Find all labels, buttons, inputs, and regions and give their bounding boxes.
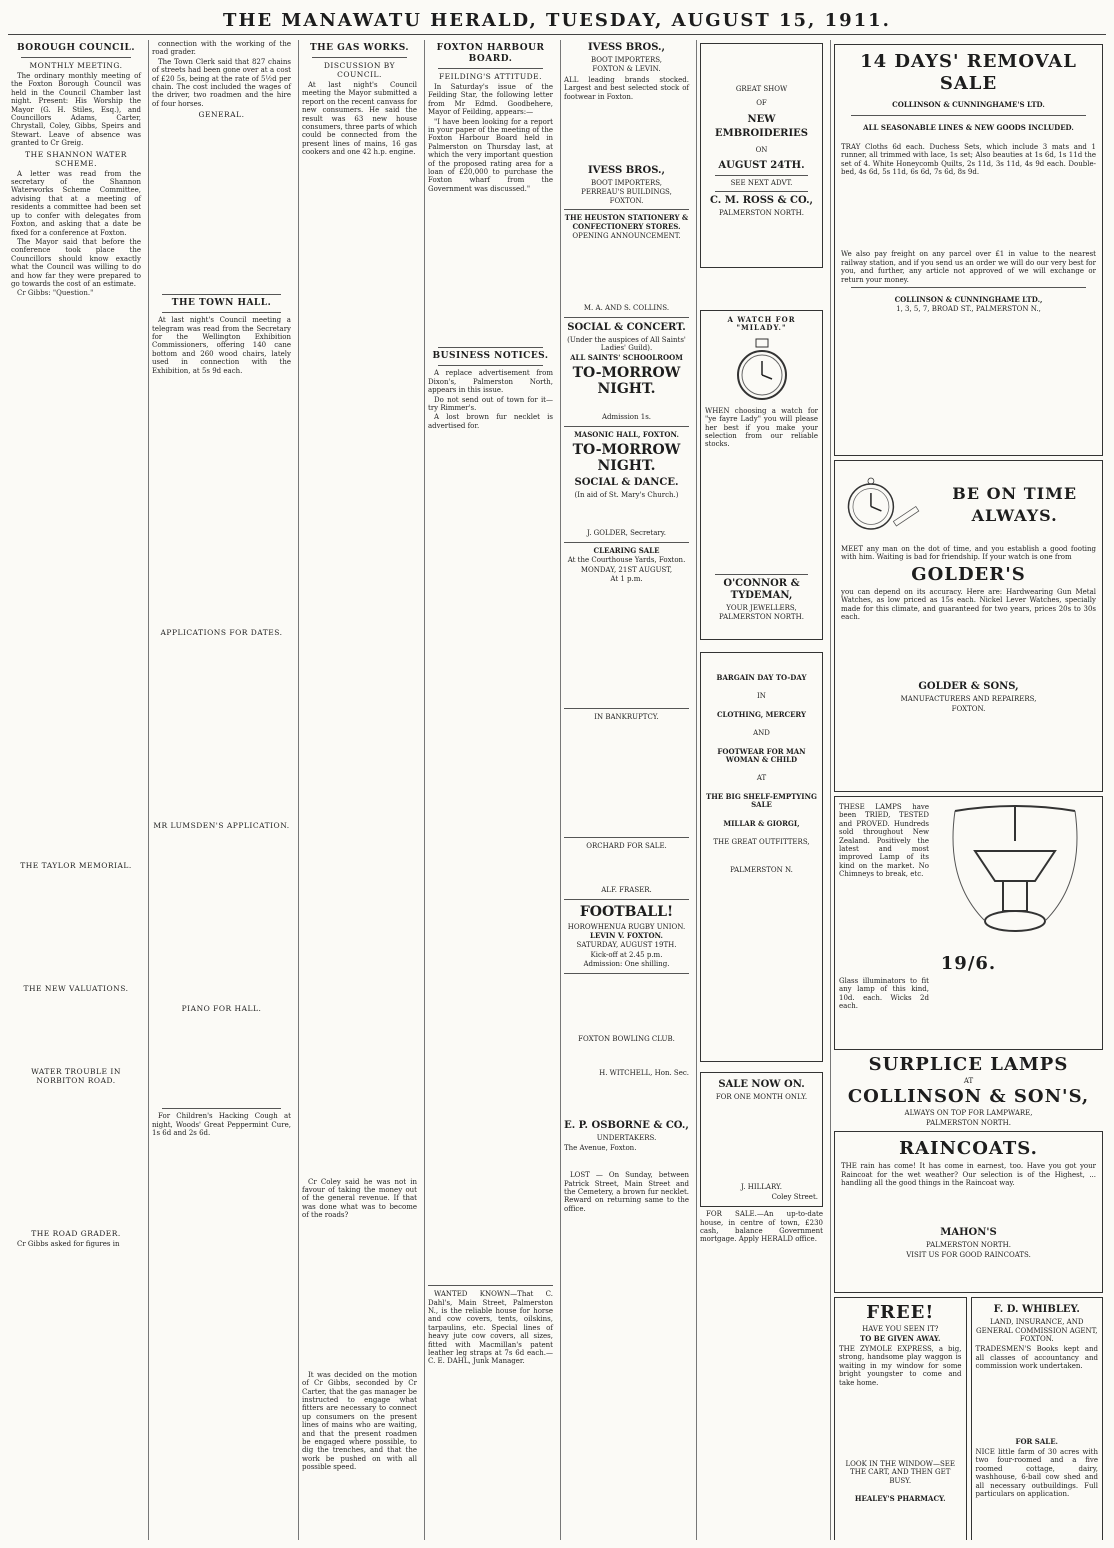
ad-line: OPENING ANNOUNCEMENT. — [572, 232, 681, 241]
ad-title: COLLINSON & CUNNINGHAME LTD., — [894, 295, 1043, 305]
ad-body: THE rain has come! It has come in earnest, too. Have you got your Raincoat for the wet weather? Our selection is of the Highest, ... handling all the good things in the Raincoat way. — [841, 1162, 1096, 1188]
column-6 — [696, 40, 826, 1540]
ad-title: MAHON'S — [940, 1227, 997, 1239]
article-paragraph: The Mayor said that before the conference took place the Councillors should know exactly what the Council was willing to do and how far they were prepared to go towards the cost of an estimate. — [11, 237, 141, 288]
masthead: THE MANAWATU HERALD, TUESDAY, AUGUST 15, 1911. — [223, 10, 891, 31]
ad-body — [564, 584, 689, 704]
ad-body — [564, 851, 689, 885]
ad-line: BOOT IMPORTERS, — [591, 179, 662, 188]
removal-sale-ad — [834, 44, 1103, 456]
ad-line: VISIT US FOR GOOD RAINCOATS. — [906, 1250, 1031, 1259]
ad-line: At 1 p.m. — [610, 574, 643, 583]
article-heading: THE TOWN HALL. — [171, 298, 272, 309]
article-body-continued — [152, 1015, 291, 1105]
ad-body: you can depend on its accuracy. Here are: Hardwearing Gun Metal Watches, as low priced as 15s each. Nickel Lever Watches, specially made for this climate, and guaranteed for two years, prices 20s to 30s each. — [841, 587, 1096, 622]
bowling-notice: FOXTON BOWLING CLUB. — [578, 1034, 675, 1043]
article-subheading: THE SHANNON WATER SCHEME. — [25, 149, 127, 168]
ad-body-continued — [705, 451, 818, 571]
ad-line: Admission: One shilling. — [583, 960, 670, 969]
ad-line: SATURDAY, AUGUST 19TH. — [576, 941, 677, 950]
column-1 — [8, 40, 144, 1540]
ad-line: Kick-off at 2.45 p.m. — [590, 950, 663, 959]
ad-line: ALL SAINTS' SCHOOLROOM — [570, 352, 683, 362]
ad-body: TRADESMEN'S Books kept and all classes of accountancy and commission work undertaken. — [975, 1345, 1098, 1371]
ad-title: FOOTWEAR FOR MAN WOMAN & CHILD — [717, 746, 806, 765]
divider — [162, 1108, 281, 1109]
ad-signature: HEALEY'S PHARMACY. — [854, 1494, 946, 1504]
sale-now-ad — [700, 1072, 823, 1207]
ad-line: The Avenue, Foxton. — [564, 1143, 637, 1152]
ad-body: NICE little farm of 30 acres with two four-roomed and a five roomed cottage, dairy, washhouse, 6-bail cow shed and all necessary outbuildings. Full particulars on application. — [975, 1448, 1098, 1499]
article-paragraph: The ordinary monthly meeting of the Foxton Borough Council was held in the Council Chamber last night. Present: His Worship the Mayor (G. H. Stiles, Esq.), and Councillors Adams, Carter, Chrystall, Coley, Gibbs, Speirs and Stewart. Leave of absence was granted to Cr Greig. — [11, 72, 141, 148]
watch-ad — [700, 310, 823, 640]
ad-title: CLOTHING, MERCERY — [716, 709, 807, 719]
ad-line: MANUFACTURERS AND REPAIRERS, — [900, 695, 1037, 704]
article-paragraph: The Town Clerk said that 827 chains of streets had been gone over at a cost of £20 5s, being at the rate of 5½d per chain. The cost included the wages of the driver, two roadmen and the hire of four horses. — [152, 57, 291, 108]
bargain-day-ad — [700, 652, 823, 1062]
ad-title: BE ON TIME ALWAYS. — [952, 484, 1078, 525]
divider — [564, 209, 689, 210]
article-heading: THE GAS WORKS. — [309, 43, 410, 53]
ad-line: PALMERSTON NORTH. — [719, 208, 804, 217]
ad-signature: ALF. FRASER. — [601, 886, 652, 895]
ad-line: YOUR JEWELLERS, — [726, 603, 797, 612]
ad-line: 1, 3, 5, 7, BROAD ST., PALMERSTON N., — [896, 305, 1041, 314]
ad-title: E. P. OSBORNE & CO., — [564, 1120, 689, 1132]
article-paragraph: connection with the working of the road grader. — [152, 40, 291, 57]
ad-body-continued — [839, 1389, 962, 1459]
ad-body: WHEN choosing a watch for "ye fayre Lady" you will please her best if you make your selection from our reliable stocks. — [705, 406, 818, 449]
article-paragraph: A letter was read from the secretary of the Shannon Waterworks Scheme Committee, advising that at a meeting of residents a committee had been set up to confer with delegates from Foxton, and asking that a date be fixed for a conference at Foxton. — [11, 169, 141, 237]
notice: LOST — On Sunday, between Patrick Street, Main Street and the Cemetery, a brown fur necklet. Reward on returning same to the office. — [564, 1171, 689, 1213]
social-ad — [564, 322, 689, 422]
ad-line: LAND, INSURANCE, AND GENERAL COMMISSION AGENT, FOXTON. — [976, 1318, 1098, 1344]
ad-title: EMBROIDERIES — [715, 127, 808, 139]
divider — [428, 1285, 553, 1286]
article-paragraph: For Children's Hacking Cough at night, Woods' Great Peppermint Cure, 1s 6d and 2s 6d. — [152, 1112, 291, 1137]
ad-body-continued — [564, 103, 689, 163]
free-wagon-ad — [834, 1297, 967, 1540]
article-body-continued — [152, 639, 291, 819]
article-body-continued — [152, 121, 291, 291]
divider — [851, 115, 1086, 116]
ad-title: FREE! — [866, 1302, 935, 1324]
ad-body-continued — [841, 623, 1096, 679]
ad-line: UNDERTAKERS. — [596, 1134, 657, 1143]
ad-title: MILLAR & GIORGI, — [723, 818, 800, 828]
ad-line: THE GREAT OUTFITTERS, — [713, 838, 810, 847]
notice-body — [564, 1078, 689, 1118]
notice: A lost brown fur necklet is advertised for. — [428, 413, 553, 430]
masthead-rule — [8, 34, 1106, 35]
ad-title: COLLINSON & SON'S, — [847, 1086, 1090, 1108]
ad-title: AUGUST 24TH. — [718, 160, 805, 172]
ad-line: (In aid of St. Mary's Church.) — [574, 490, 679, 499]
ad-body: ALL leading brands stocked. Largest and best selected stock of footwear in Foxton. — [564, 75, 689, 101]
clearing-sale-ad — [564, 547, 689, 705]
bottom-ads — [834, 1297, 1103, 1540]
ad-line: At the Courthouse Yards, Foxton. — [567, 556, 686, 565]
ad-title: CLEARING SALE — [593, 545, 660, 555]
ad-title: IVESS BROS., — [587, 42, 666, 53]
ad-title: FOR SALE. — [1015, 1436, 1058, 1446]
article-paragraph: At last night's Council meeting the Mayor submitted a report on the recent canvass for new consumers. He said the result was 63 new house consumers, three parts of which could be connected from the present lines of mains, 16 gas cookers and one 42 h.p. engine. — [302, 81, 417, 157]
ad-title: O'CONNOR & TYDEMAN, — [723, 577, 800, 601]
notice: WANTED KNOWN—That C. Dahl's, Main Street, Palmerston N., is the reliable house for horse and cow covers, tents, oilskins, tarpaulins, etc. Special lines of heavy jute cow covers, all sizes, fitted with Macmillan's patent leather leg straps at 7s 6d each.—C. E. DAHL, Junk Manager. — [428, 1290, 553, 1366]
article-subheading: MR LUMSDEN'S APPLICATION. — [153, 821, 290, 831]
ad-line: HOROWHENUA RUGBY UNION. — [567, 922, 686, 931]
article-body-continued — [11, 299, 141, 859]
divider — [162, 312, 281, 313]
notice-body — [564, 723, 689, 833]
ad-line: AT — [756, 774, 767, 783]
ad-body — [564, 500, 689, 528]
ad-title: THE BIG SHELF-EMPTYING SALE — [706, 791, 817, 810]
ad-title: C. M. ROSS & CO., — [709, 194, 814, 206]
article-subheading: WATER TROUBLE IN NORBITON ROAD. — [31, 1066, 121, 1085]
ad-title: SOCIAL & CONCERT. — [567, 321, 686, 333]
column-7 — [830, 40, 1106, 1540]
lamp-ad — [834, 796, 1103, 1050]
article-body-continued — [302, 1221, 417, 1371]
ad-title: A WATCH FOR "MILADY." — [727, 315, 796, 333]
ad-line: ON — [755, 145, 768, 154]
ad-title: FOOTBALL! — [579, 903, 674, 920]
watch-illustration — [734, 337, 790, 403]
ad-signature: J. HILLARY. — [741, 1183, 782, 1192]
lamp-price: 19/6. — [940, 953, 997, 974]
divider — [312, 57, 407, 58]
ad-body — [564, 400, 689, 412]
ad-line: OF — [756, 99, 767, 108]
article-paragraph: Cr Gibbs asked for figures in — [17, 1239, 120, 1248]
raincoats-ad — [834, 1131, 1103, 1293]
ad-title: NEW — [747, 113, 776, 125]
whibley-ad — [971, 1297, 1104, 1540]
orchard-ad: ORCHARD FOR SALE. — [586, 841, 667, 850]
ad-title: SOCIAL & DANCE. — [574, 476, 679, 488]
article-body-continued — [11, 872, 141, 982]
ad-line: Coley Street. — [771, 1192, 818, 1201]
ad-line: LOOK IN THE WINDOW—SEE THE CART, AND THEN GET BUSY. — [845, 1460, 955, 1485]
article-body-continued — [302, 158, 417, 1178]
ad-title: SURPLICE LAMPS — [868, 1054, 1069, 1075]
ad-line: FOXTON & LEVIN. — [592, 65, 661, 74]
article-subheading: THE ROAD GRADER. — [31, 1228, 121, 1238]
ad-title: GOLDER'S — [911, 563, 1026, 585]
article-paragraph: In Saturday's issue of the Feilding Star, the following letter from Mr Edmd. Goodbehere, Mayor of Feilding, appears:— — [428, 83, 553, 117]
notices-continued — [428, 431, 553, 1281]
ad-line: PERREAU'S BUILDINGS, FOXTON. — [581, 188, 672, 205]
article-paragraph: "I have been looking for a report in your paper of the meeting of the Foxton Harbour Board held in Palmerston on Thursday last, at which the very important question of the proposed rating area for a loan of £20,000 to purchase the Foxton wharf from the Government was discussed." — [428, 117, 553, 193]
ad-body: THE ZYMOLE EXPRESS, a big, strong, handsome play waggon is waiting in my window for some bright youngster to come and take home. — [839, 1345, 962, 1387]
divider — [438, 68, 543, 69]
notice-body — [564, 978, 689, 1034]
ad-body-continued — [841, 1189, 1096, 1225]
ad-title: TO-MORROW NIGHT. — [572, 365, 681, 398]
article-body-continued — [11, 995, 141, 1065]
divider — [564, 317, 689, 318]
article-paragraph: Cr Gibbs: "Question." — [17, 289, 94, 298]
divider — [564, 426, 689, 427]
ad-body: Glass illuminators to fit any lamp of this kind, 10d. each. Wicks 2d each. — [839, 977, 929, 1011]
ad-body: MEET any man on the dot of time, and you establish a good footing with him. Waiting is bad for friendship. If your watch is one from — [841, 545, 1096, 562]
divider — [715, 175, 808, 176]
ad-body: TRAY Cloths 6d each. Duchess Sets, which include 3 mats and 1 runner, all trimmed with lace, 1s set; Also beauties at 1s 6d, 1s 11d the set of 4. White Honeycomb Quilts, 2s 11d, 3s 11d, 4s 9d each. Double-bed, 4s 6d, 5s 11d, 6s 6d, 7s 6d, 8s 9d. — [841, 142, 1096, 177]
article-subheading: THE NEW VALUATIONS. — [23, 983, 129, 993]
ad-title: IVESS BROS., — [587, 165, 666, 177]
ad-title: SALE NOW ON. — [718, 1079, 805, 1090]
article-subheading: THE TAYLOR MEMORIAL. — [20, 860, 132, 870]
divider — [438, 347, 543, 348]
ad-body-continued — [976, 1373, 1099, 1437]
ad-body: We also pay freight on any parcel over £1 in value to the nearest railway station, and if you send us an order we will do our very best for you, and further, any article not approved of we will exchange or return your money. — [841, 250, 1096, 284]
divider — [438, 365, 543, 366]
divider — [564, 973, 689, 974]
bankruptcy-notice: IN BANKRUPTCY. — [594, 713, 659, 722]
ad-line: SEE NEXT ADVT. — [730, 179, 793, 188]
article-heading: FOXTON HARBOUR BOARD. — [436, 43, 545, 64]
article-subheading: FEILDING'S ATTITUDE. — [438, 72, 543, 81]
divider — [21, 57, 131, 58]
ad-title: THE HEUSTON STATIONERY & CONFECTIONERY STORES. — [564, 213, 689, 231]
ad-line: (Under the auspices of All Saints' Ladies' Guild). — [567, 335, 686, 353]
column-5 — [560, 40, 692, 1540]
ad-title: MASONIC HALL, FOXTON. — [574, 429, 679, 439]
article-body-continued — [152, 832, 291, 1002]
ad-signature: H. WITCHELL, Hon. Sec. — [599, 1069, 689, 1077]
divider — [564, 542, 689, 543]
article-subheading: GENERAL. — [198, 110, 245, 120]
ad-signature: M. A. AND S. COLLINS. — [583, 304, 670, 313]
ad-title: TO-MORROW NIGHT. — [572, 441, 681, 474]
ad-title: RAINCOATS. — [899, 1138, 1038, 1160]
article-paragraph: Cr Coley said he was not in favour of taking the money out of the general revenue. If that was done what was to become of the roads? — [302, 1177, 417, 1220]
stationery-ad — [564, 214, 689, 313]
ad-line: FOXTON. — [951, 704, 986, 713]
ad-body — [705, 1102, 818, 1182]
ad-title: TO BE GIVEN AWAY. — [860, 1333, 941, 1343]
notice-body — [564, 1044, 689, 1068]
ad-line: ALL SEASONABLE LINES & NEW GOODS INCLUDED. — [863, 123, 1074, 133]
article-subheading: APPLICATIONS FOR DATES. — [160, 628, 283, 638]
ad-line: AT — [963, 1077, 974, 1085]
ad-line: PALMERSTON N. — [730, 866, 793, 875]
ad-line: BOOT IMPORTERS, — [591, 56, 662, 64]
divider — [715, 191, 808, 192]
ad-title: BARGAIN DAY TO-DAY — [716, 673, 807, 682]
ad-line: AND — [753, 729, 770, 738]
divider — [851, 287, 1086, 288]
column-2 — [148, 40, 294, 1540]
article-body-continued — [11, 1087, 141, 1227]
ad-line: PALMERSTON NORTH. — [926, 1241, 1011, 1250]
divider — [715, 574, 808, 575]
ad-body: THESE LAMPS have been TRIED, TESTED and PROVED. Hundreds sold throughout New Zealand. Positively the latest and most improved Lamp of its kind on the market. No Chimneys to break, etc. — [839, 803, 929, 879]
ad-line: FOR ONE MONTH ONLY. — [715, 1093, 808, 1101]
article-subheading: DISCUSSION BY COUNCIL. — [323, 61, 396, 79]
article-body-continued — [428, 194, 553, 344]
divider — [564, 708, 689, 709]
notice: FOR SALE.—An up-to-date house, in centre of town, £230 cash, balance Government mortgage. Apply HERALD office. — [700, 1210, 823, 1244]
ad-body — [564, 1153, 689, 1171]
ad-line: IN — [757, 692, 766, 701]
ad-signature: J. GOLDER, Secretary. — [586, 529, 667, 538]
article-paragraph: It was decided on the motion of Cr Gibbs, seconded by Cr Carter, that the gas manager be instructed to engage what fitters are necessary to connect up consumers on the present lines of mains who are waiting, and that the present roadmen be engaged where possible, to dig the trenches, and that the work be pushed on with all possible speed. — [302, 1370, 417, 1472]
ad-line: HAVE YOU SEEN IT? — [862, 1325, 939, 1334]
article-body-continued — [152, 376, 291, 626]
ad-line: Admission 1s. — [601, 413, 652, 422]
embroideries-ad — [700, 43, 823, 268]
golder-ad — [834, 460, 1103, 792]
ad-line: LEVIN V. FOXTON. — [590, 930, 663, 940]
notice: Do not send out of town for it—try Rimmer's. — [428, 395, 553, 412]
clock-illustration — [841, 467, 923, 543]
article-heading: BOROUGH COUNCIL. — [16, 43, 136, 53]
lamp-illustration — [935, 801, 1095, 951]
ad-line: PALMERSTON NORTH. — [719, 613, 804, 622]
surplice-lamps-ad — [834, 1054, 1103, 1127]
divider — [564, 837, 689, 838]
ad-title: COLLINSON & CUNNINGHAME'S LTD. — [892, 100, 1045, 109]
ad-title: 14 DAYS' REMOVAL SALE — [860, 51, 1077, 94]
football-ad — [564, 904, 689, 969]
divider — [162, 294, 281, 295]
ad-line: GREAT SHOW — [735, 85, 788, 93]
ad-body — [564, 241, 689, 303]
notice: A replace advertisement from Dixon's, Palmerston North, appears in this issue. — [428, 369, 553, 395]
article-subheading: PIANO FOR HALL. — [181, 1004, 262, 1014]
ad-line: PALMERSTON NORTH. — [926, 1118, 1011, 1127]
ad-body-continued — [841, 178, 1096, 248]
ad-title: GOLDER & SONS, — [918, 681, 1019, 693]
article-paragraph: At last night's Council meeting a telegram was read from the Secretary for the Wellington Exhibition Commissioners, offering 140 cane bottom and 260 wood chairs, lately used in connection with the Exhibition, at 5s 9d each. — [152, 316, 291, 375]
article-subheading: MONTHLY MEETING. — [29, 61, 123, 70]
ad-line: MONDAY, 21ST AUGUST, — [580, 565, 673, 574]
ad-title: F. D. WHIBLEY. — [993, 1304, 1080, 1316]
ivess-ad — [564, 42, 689, 205]
divider — [564, 899, 689, 900]
ad-line: ALWAYS ON TOP FOR LAMPWARE, — [904, 1109, 1033, 1118]
article-heading: BUSINESS NOTICES. — [432, 351, 549, 362]
column-3 — [298, 40, 420, 1540]
masonic-ad — [564, 431, 689, 538]
column-4 — [424, 40, 556, 1540]
